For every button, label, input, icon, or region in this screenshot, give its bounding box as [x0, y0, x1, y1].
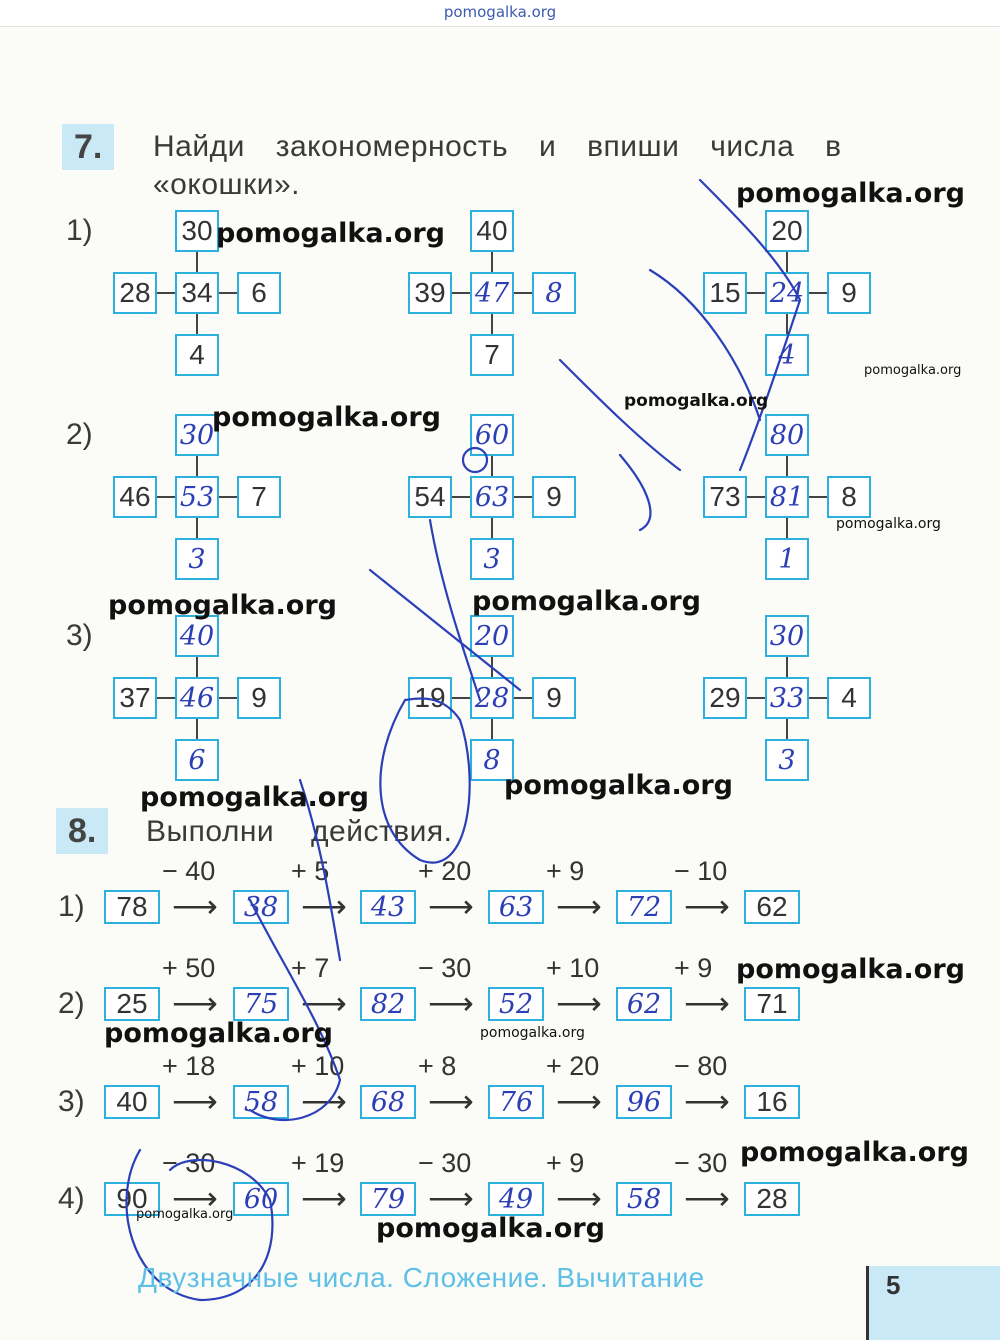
- chain-operation: − 10: [674, 856, 728, 886]
- chain-operation: + 7: [291, 953, 330, 983]
- task8-row-label: 2): [58, 987, 85, 1020]
- task8-number: 8.: [56, 808, 108, 854]
- arrow-icon: ⟶: [172, 1083, 218, 1119]
- handwritten-answer: 4: [778, 339, 796, 371]
- watermark: pomogalka.org: [472, 586, 701, 617]
- handwritten-answer: 40: [179, 620, 215, 652]
- handwritten-answer: 8: [545, 277, 563, 309]
- chain-start-value: 25: [116, 988, 148, 1019]
- task7-number: 7.: [62, 124, 114, 170]
- handwritten-answer: 33: [769, 682, 805, 714]
- watermark: pomogalka.org: [104, 1018, 333, 1049]
- handwritten-answer: 49: [498, 1183, 534, 1215]
- handwritten-answer: 47: [474, 277, 510, 309]
- printed-number: 8: [841, 481, 857, 512]
- handwritten-answer: 80: [769, 419, 805, 451]
- printed-number: 37: [119, 682, 151, 713]
- printed-number: 73: [709, 481, 741, 512]
- chain-operation: − 40: [162, 856, 216, 886]
- printed-number: 7: [251, 481, 267, 512]
- handwritten-answer: 62: [626, 988, 662, 1020]
- printed-number: 29: [709, 682, 741, 713]
- printed-number: 6: [251, 277, 267, 308]
- chain-operation: + 20: [546, 1051, 600, 1081]
- chain-operation: − 30: [418, 1148, 472, 1178]
- handwritten-answer: 58: [626, 1183, 662, 1215]
- printed-number: 9: [251, 682, 267, 713]
- printed-number: 9: [546, 682, 562, 713]
- handwritten-answer: 63: [474, 481, 510, 513]
- task7-text-line1: Найди закономерность и впиши числа в: [153, 130, 842, 163]
- watermark-small: pomogalka.org: [480, 1025, 585, 1041]
- arrow-icon: ⟶: [172, 985, 218, 1021]
- task8-text: Выполни действия.: [146, 815, 453, 848]
- watermark-small: pomogalka.org: [136, 1207, 234, 1222]
- watermark: pomogalka.org: [504, 770, 733, 801]
- arrow-icon: ⟶: [556, 1083, 602, 1119]
- printed-number: 4: [841, 682, 857, 713]
- task8-row-label: 3): [58, 1085, 85, 1118]
- handwritten-answer: 60: [243, 1183, 279, 1215]
- watermark: pomogalka.org: [140, 782, 369, 813]
- chain-operation: − 30: [418, 953, 472, 983]
- handwritten-answer: 58: [243, 1086, 279, 1118]
- arrow-icon: ⟶: [556, 1180, 602, 1216]
- watermark: pomogalka.org: [624, 391, 769, 411]
- arrow-icon: ⟶: [684, 1083, 730, 1119]
- chain-operation: + 18: [162, 1051, 216, 1081]
- task7-row-label: 2): [66, 418, 93, 451]
- page-number: 5: [886, 1270, 901, 1300]
- watermark-small: pomogalka.org: [864, 363, 962, 378]
- handwritten-answer: 96: [626, 1086, 662, 1118]
- handwritten-answer: 72: [626, 891, 662, 923]
- handwritten-answer: 3: [483, 543, 501, 575]
- handwritten-answer: 75: [243, 988, 279, 1020]
- handwritten-answer: 79: [370, 1183, 406, 1215]
- top-watermark: pomogalka.org: [443, 3, 557, 21]
- arrow-icon: ⟶: [556, 985, 602, 1021]
- arrow-icon: ⟶: [172, 888, 218, 924]
- handwritten-answer: 3: [778, 744, 796, 776]
- chain-operation: + 50: [162, 953, 216, 983]
- printed-number: 16: [756, 1086, 788, 1117]
- printed-number: 30: [181, 215, 213, 246]
- printed-number: 28: [119, 277, 151, 308]
- chain-operation: + 10: [546, 953, 600, 983]
- handwritten-answer: 68: [370, 1086, 406, 1118]
- arrow-icon: ⟶: [684, 888, 730, 924]
- handwritten-answer: 46: [179, 682, 215, 714]
- printed-number: 4: [189, 339, 205, 370]
- handwritten-answer: 30: [769, 620, 805, 652]
- handwritten-answer: 1: [778, 543, 796, 575]
- watermark: pomogalka.org: [736, 954, 965, 985]
- arrow-icon: ⟶: [301, 1180, 347, 1216]
- arrow-icon: ⟶: [301, 985, 347, 1021]
- watermark: pomogalka.org: [216, 218, 445, 249]
- handwritten-answer: 24: [769, 277, 805, 309]
- chain-operation: − 30: [674, 1148, 728, 1178]
- handwritten-answer: 28: [474, 682, 510, 714]
- footer-topic: Двузначные числа. Сложение. Вычитание: [138, 1262, 705, 1293]
- chain-operation: − 80: [674, 1051, 728, 1081]
- chain-operation: + 9: [546, 1148, 585, 1178]
- printed-number: 39: [414, 277, 446, 308]
- chain-start-value: 90: [116, 1183, 148, 1214]
- arrow-icon: ⟶: [684, 1180, 730, 1216]
- handwritten-answer: 81: [769, 481, 805, 513]
- chain-operation: + 9: [674, 953, 713, 983]
- task7-row-label: 1): [66, 214, 93, 247]
- arrow-icon: ⟶: [556, 888, 602, 924]
- task7-text-line2: «окошки».: [153, 168, 300, 201]
- printed-number: 54: [414, 481, 446, 512]
- watermark: pomogalka.org: [740, 1137, 969, 1168]
- printed-number: 9: [546, 481, 562, 512]
- printed-number: 46: [119, 481, 151, 512]
- handwritten-answer: 82: [370, 988, 406, 1020]
- task7-row-label: 3): [66, 619, 93, 652]
- handwritten-answer: 63: [498, 891, 534, 923]
- handwritten-answer: 52: [498, 988, 534, 1020]
- chain-operation: + 5: [291, 856, 330, 886]
- handwritten-answer: 3: [188, 543, 206, 575]
- printed-number: 20: [771, 215, 803, 246]
- arrow-icon: ⟶: [172, 1180, 218, 1216]
- handwritten-answer: 38: [243, 891, 279, 923]
- printed-number: 71: [756, 988, 788, 1019]
- printed-number: 19: [414, 682, 446, 713]
- watermark: pomogalka.org: [108, 590, 337, 621]
- printed-number: 15: [709, 277, 741, 308]
- handwritten-answer: 20: [474, 620, 510, 652]
- arrow-icon: ⟶: [301, 1083, 347, 1119]
- watermark: pomogalka.org: [736, 178, 965, 209]
- printed-number: 40: [476, 215, 508, 246]
- watermark-small: pomogalka.org: [836, 516, 941, 532]
- handwritten-answer: 8: [483, 744, 501, 776]
- printed-number: 28: [756, 1183, 788, 1214]
- arrow-icon: ⟶: [684, 985, 730, 1021]
- arrow-icon: ⟶: [428, 1083, 474, 1119]
- printed-number: 7: [484, 339, 500, 370]
- arrow-icon: ⟶: [428, 888, 474, 924]
- handwritten-answer: 60: [474, 419, 510, 451]
- handwritten-answer: 6: [188, 744, 206, 776]
- chain-operation: + 19: [291, 1148, 345, 1178]
- printed-number: 9: [841, 277, 857, 308]
- arrow-icon: ⟶: [301, 888, 347, 924]
- printed-number: 34: [181, 277, 213, 308]
- chain-operation: + 10: [291, 1051, 345, 1081]
- chain-start-value: 78: [116, 891, 148, 922]
- watermark: pomogalka.org: [376, 1213, 605, 1244]
- chain-operation: + 20: [418, 856, 472, 886]
- watermark: pomogalka.org: [212, 402, 441, 433]
- chain-start-value: 40: [116, 1086, 148, 1117]
- printed-number: 62: [756, 891, 788, 922]
- task8-row-label: 1): [58, 890, 85, 923]
- chain-operation: + 9: [546, 856, 585, 886]
- arrow-icon: ⟶: [428, 985, 474, 1021]
- handwritten-answer: 30: [179, 419, 215, 451]
- arrow-icon: ⟶: [428, 1180, 474, 1216]
- handwritten-answer: 53: [179, 481, 215, 513]
- task8-row-label: 4): [58, 1182, 85, 1215]
- chain-operation: − 30: [162, 1148, 216, 1178]
- handwritten-answer: 76: [498, 1086, 534, 1118]
- handwritten-answer: 43: [370, 891, 406, 923]
- chain-operation: + 8: [418, 1051, 457, 1081]
